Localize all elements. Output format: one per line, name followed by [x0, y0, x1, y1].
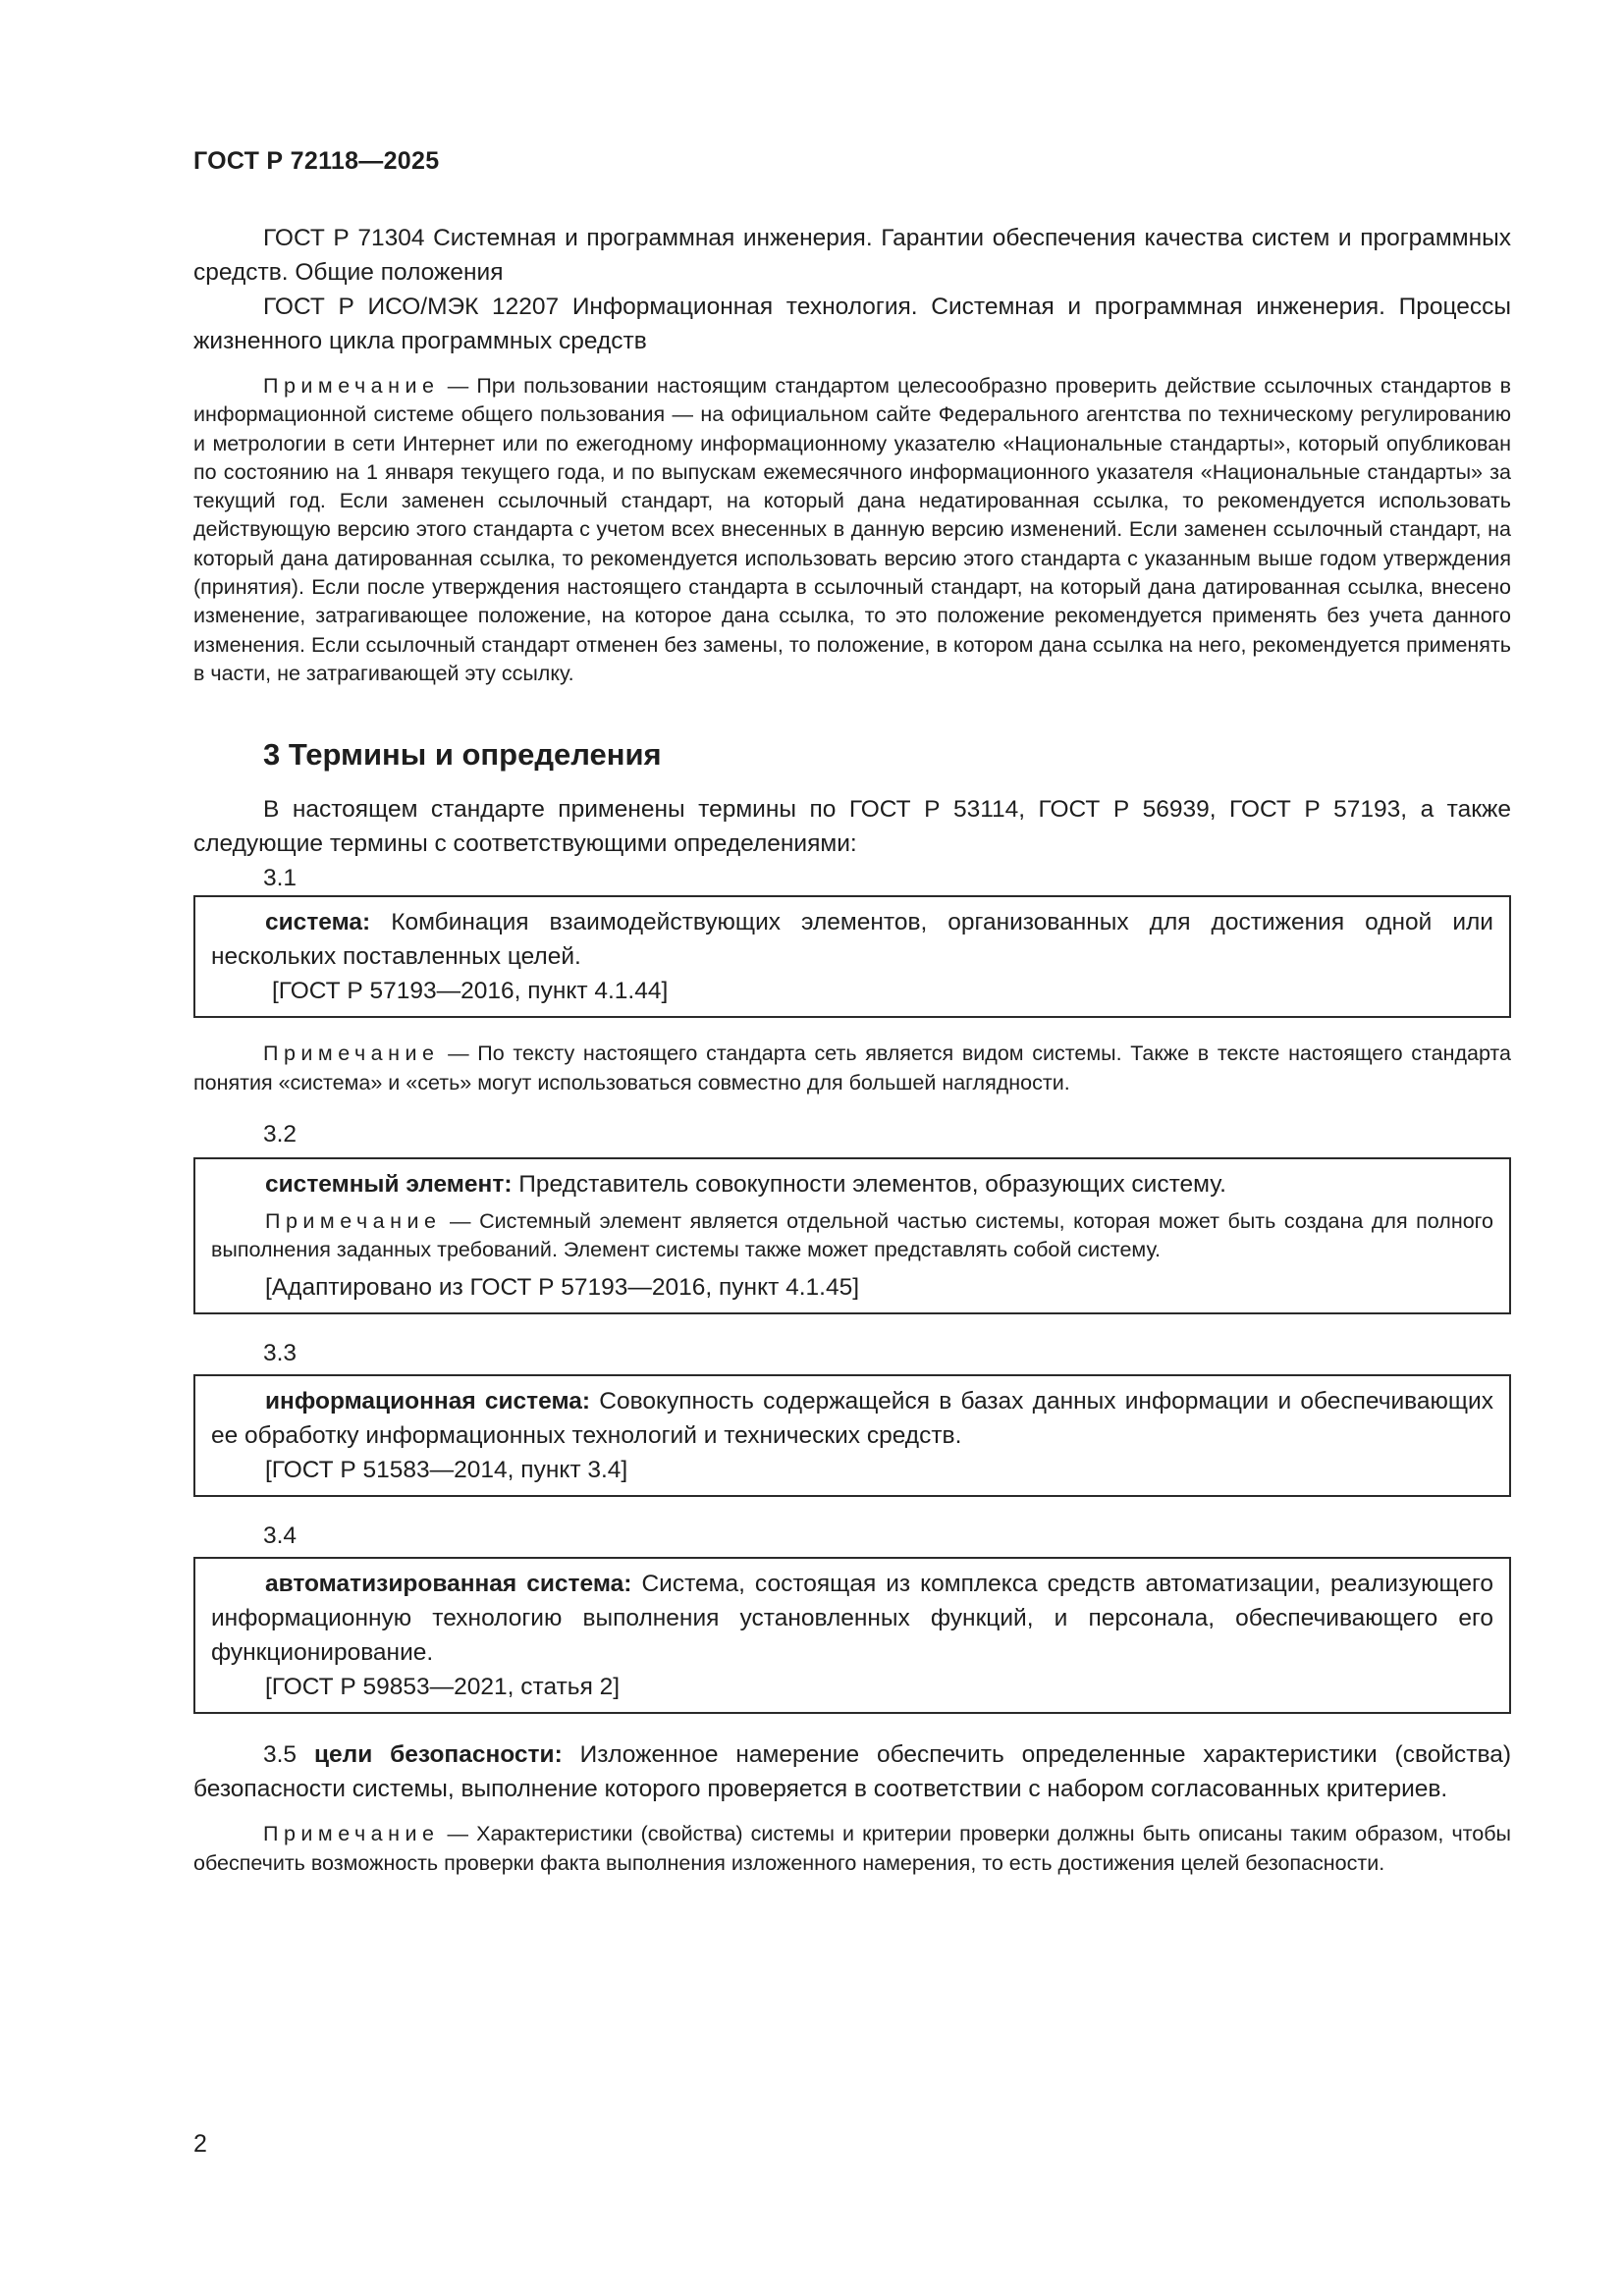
term-source: [ГОСТ Р 57193—2016, пункт 4.1.44] — [272, 978, 669, 1005]
term-note — [193, 1820, 1511, 1878]
term-definition-text: Система, состоящая из комплекса средств автоматизации, реализующего информационную технологию выполнения установленных функций, и персонала, обеспечивающего его функционирование. — [211, 1571, 1494, 1667]
section-intro: В настоящем стандарте применены термины по ГОСТ Р 53114, ГОСТ Р 56939, ГОСТ Р 57193, а также следующие термины с соответствующими определениями: — [193, 796, 1511, 858]
term-definition — [211, 905, 1493, 974]
term-note — [211, 1207, 1493, 1265]
note-label: Примечание — [263, 1041, 440, 1066]
note-label: Примечание — [263, 374, 440, 398]
note-text: — Системный элемент является отдельной частью системы, которая может быть создана для полного выполнения заданных требований. Элемент системы также может представлять собой систему. — [211, 1208, 1493, 1262]
term-number: 3.4 — [263, 1522, 298, 1550]
reference-item: ГОСТ Р 71304 Системная и программная инженерия. Гарантии обеспечения качества систем и программных средств. Общие положения — [193, 225, 1511, 286]
term-source: [ГОСТ Р 51583—2014, пункт 3.4] — [265, 1457, 628, 1484]
term-source: [Адаптировано из ГОСТ Р 57193—2016, пункт 4.1.45] — [265, 1274, 860, 1302]
term-number: 3.2 — [263, 1120, 298, 1148]
term-definition — [211, 1384, 1493, 1453]
note-label: Примечание — [265, 1208, 442, 1233]
reference-item: ГОСТ Р ИСО/МЭК 12207 Информационная технология. Системная и программная инженерия. Процессы жизненного цикла программных средств — [193, 294, 1511, 354]
term-source: [ГОСТ Р 59853—2021, статья 2] — [265, 1674, 621, 1701]
term-name: цели безопасности: — [313, 1741, 563, 1769]
term-definition-text: Представитель совокупности элементов, образующих систему. — [512, 1170, 1226, 1198]
term-definition — [193, 1737, 1511, 1806]
note-text: — По тексту настоящего стандарта сеть является видом системы. Также в тексте настоящего стандарта понятия «система» и «сеть» могут использоваться совместно для большей наглядности. — [193, 1041, 1511, 1095]
note-label: Примечание — [263, 1822, 440, 1846]
term-name: система: — [265, 909, 371, 936]
term-number: 3.1 — [263, 865, 298, 892]
section-title: 3 Термины и определения — [263, 737, 662, 773]
term-name: системный элемент: — [265, 1170, 513, 1198]
note-text: — При пользовании настоящим стандартом целесообразно проверить действие ссылочных стандартов в информационной системе общего пользования — на официальном сайте Федерального агентства по техническому регулированию и метрологии в сети Интернет или по ежегодному информационному указателю «Национальные стандарты», который опубликован по состоянию на 1 января текущего года, и по выпускам ежемесячного информационного указателя «Национальные стандарты» за текущий год. Если заменен ссылочный стандарт, на который дана недатированная ссылка, то рекомендуется использовать действующую версию этого стандарта с учетом всех внесенных в данную версию изменений. Если заменен ссылочный стандарт, на который дана датированная ссылка, то рекомендуется использовать версию этого стандарта с указанным выше годом утверждения (принятия). Если после утверждения настоящего стандарта в ссылочный стандарт, на который дана датированная ссылка, внесено изменение, затрагивающее положение, на которое дана ссылка, то это положение рекомендуется применять без учета данного изменения. Если ссылочный стандарт отменен без замены, то положение, в котором дана ссылка на него, рекомендуется применять в части, не затрагивающей эту ссылку. — [193, 374, 1511, 685]
term-definition-text: Изложенное намерение обеспечить определенные характеристики (свойства) безопасности системы, выполнение которого проверяется в соответствии с набором согласованных критериев. — [193, 1741, 1512, 1803]
page-number: 2 — [193, 2130, 207, 2158]
term-definition-text: Совокупность содержащейся в базах данных информации и обеспечивающих ее обработку информационных технологий и технических средств. — [211, 1388, 1493, 1450]
term-box — [193, 1374, 1511, 1497]
page-content — [193, 221, 1511, 1878]
document-header: ГОСТ Р 72118—2025 — [193, 147, 440, 175]
note-text: — Характеристики (свойства) системы и критерии проверки должны быть описаны таким образом, чтобы обеспечить возможность проверки факта выполнения изложенного намерения, то есть достижения целей безопасности. — [193, 1822, 1511, 1875]
term-number: 3.5 — [263, 1741, 298, 1769]
term-box — [193, 1157, 1511, 1315]
term-definition-text: Комбинация взаимодействующих элементов, организованных для достижения одной или нескольких поставленных целей. — [211, 909, 1493, 971]
term-name: автоматизированная система: — [265, 1571, 632, 1598]
term-box — [193, 1557, 1511, 1714]
term-number: 3.3 — [263, 1340, 298, 1367]
term-definition — [211, 1167, 1493, 1201]
term-note — [193, 1040, 1511, 1097]
normative-note — [193, 372, 1511, 688]
term-name: информационная система: — [265, 1388, 591, 1415]
term-definition — [211, 1567, 1493, 1670]
term-box — [193, 895, 1511, 1018]
